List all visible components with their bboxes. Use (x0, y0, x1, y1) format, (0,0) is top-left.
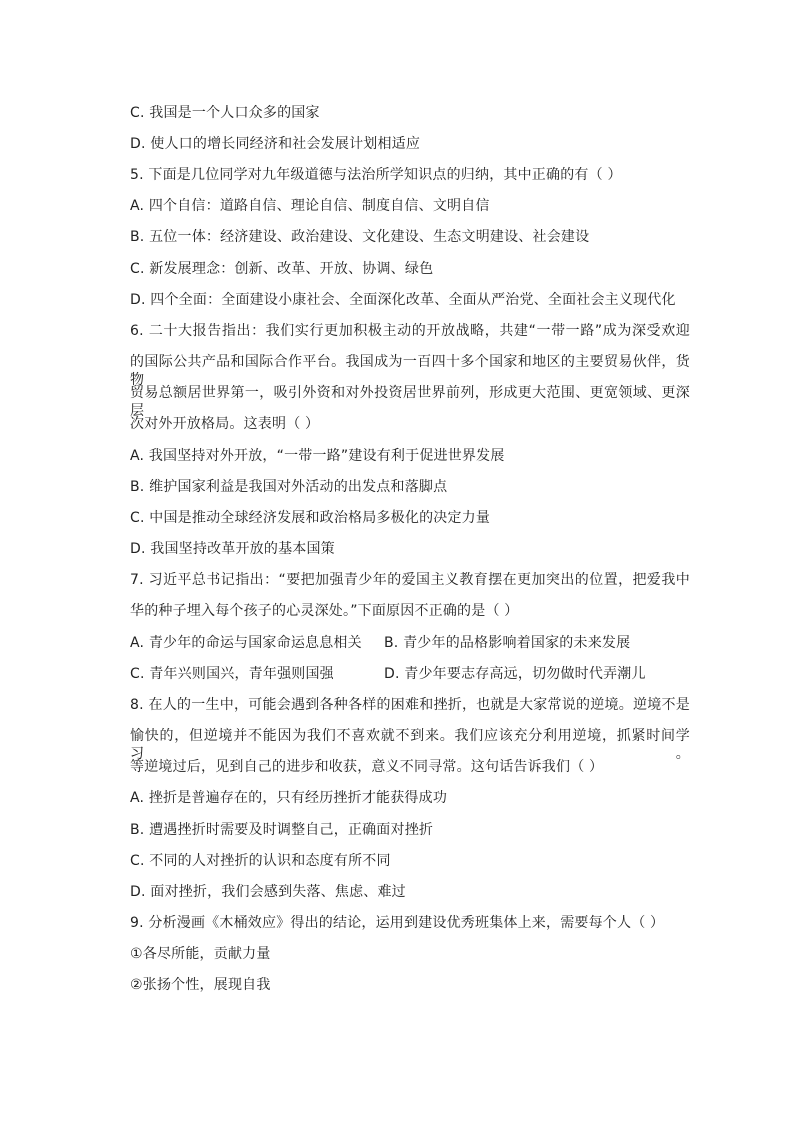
option-b-q7: B. 青少年的品格影响着国家的未来发展 (384, 635, 631, 651)
question-9-item-1: ①各尽所能，贡献力量 (130, 946, 271, 962)
option-c-q5: C. 新发展理念：创新、改革、开放、协调、绿色 (130, 261, 434, 277)
question-6-stem-line-3: 贸易总额居世界第一，吸引外资和对外投资居世界前列，形成更大范围、更宽领域、更深层 (130, 385, 690, 419)
question-8-stem-line-3: 等逆境过后，见到自己的进步和收获，意义不同寻常。这句话告诉我们（ ） (130, 759, 604, 775)
question-7-stem-line-1: 7. 习近平总书记指出：“要把加强青少年的爱国主义教育摆在更加突出的位置，把爱我中 (130, 572, 690, 588)
question-6-stem-line-1: 6. 二十大报告指出：我们实行更加积极主动的开放战略，共建“一带一路”成为深受欢迎 (130, 323, 690, 339)
option-d-q5: D. 四个全面：全面建设小康社会、全面深化改革、全面从严治党、全面社会主义现代化 (130, 292, 676, 308)
option-d-q6: D. 我国坚持改革开放的基本国策 (130, 541, 335, 557)
option-c-q4: C. 我国是一个人口众多的国家 (130, 105, 320, 121)
option-d-q7: D. 青少年要志存高远，切勿做时代弄潮儿 (384, 666, 646, 682)
question-8-stem-line-1: 8. 在人的一生中，可能会遇到各种各样的困难和挫折，也就是大家常说的逆境。逆境不是 (130, 697, 690, 713)
option-a-q5: A. 四个自信：道路自信、理论自信、制度自信、文明自信 (130, 198, 490, 214)
question-9-stem: 9. 分析漫画《木桶效应》得出的结论，运用到建设优秀班集体上来，需要每个人（ ） (130, 915, 665, 931)
option-a-q6: A. 我国坚持对外开放，“一带一路”建设有利于促进世界发展 (130, 448, 505, 464)
question-9-item-2: ②张扬个性，展现自我 (130, 977, 271, 993)
option-b-q5: B. 五位一体：经济建设、政治建设、文化建设、生态文明建设、社会建设 (130, 229, 590, 245)
option-a-q7: A. 青少年的命运与国家命运息息相关 (130, 635, 362, 651)
option-c-q6: C. 中国是推动全球经济发展和政治格局多极化的决定力量 (130, 510, 491, 526)
question-6-stem-line-4: 次对外开放格局。这表明（ ） (130, 416, 320, 432)
option-b-q6: B. 维护国家利益是我国对外活动的出发点和落脚点 (130, 479, 448, 495)
option-d-q4: D. 使人口的增长同经济和社会发展计划相适应 (130, 136, 421, 152)
option-c-q8: C. 不同的人对挫折的认识和态度有所不同 (130, 853, 391, 869)
option-c-q7: C. 青年兴则国兴，青年强则国强 (130, 666, 334, 682)
question-5-stem: 5. 下面是几位同学对九年级道德与法治所学知识点的归纳，其中正确的有（ ） (130, 167, 622, 183)
option-b-q8: B. 遭遇挫折时需要及时调整自己，正确面对挫折 (130, 822, 434, 838)
question-8-stem-line-2: 愉快的，但逆境并不能因为我们不喜欢就不到来。我们应该充分利用逆境，抓紧时间学习。 (130, 728, 690, 762)
question-7-stem-line-2: 华的种子埋入每个孩子的心灵深处。”下面原因不正确的是（ ） (130, 603, 519, 619)
option-a-q8: A. 挫折是普遍存在的，只有经历挫折才能获得成功 (130, 790, 448, 806)
option-d-q8: D. 面对挫折，我们会感到失落、焦虑、难过 (130, 884, 406, 900)
question-6-stem-line-2: 的国际公共产品和国际合作平台。我国成为一百四十多个国家和地区的主要贸易伙伴，货物 (130, 354, 690, 388)
